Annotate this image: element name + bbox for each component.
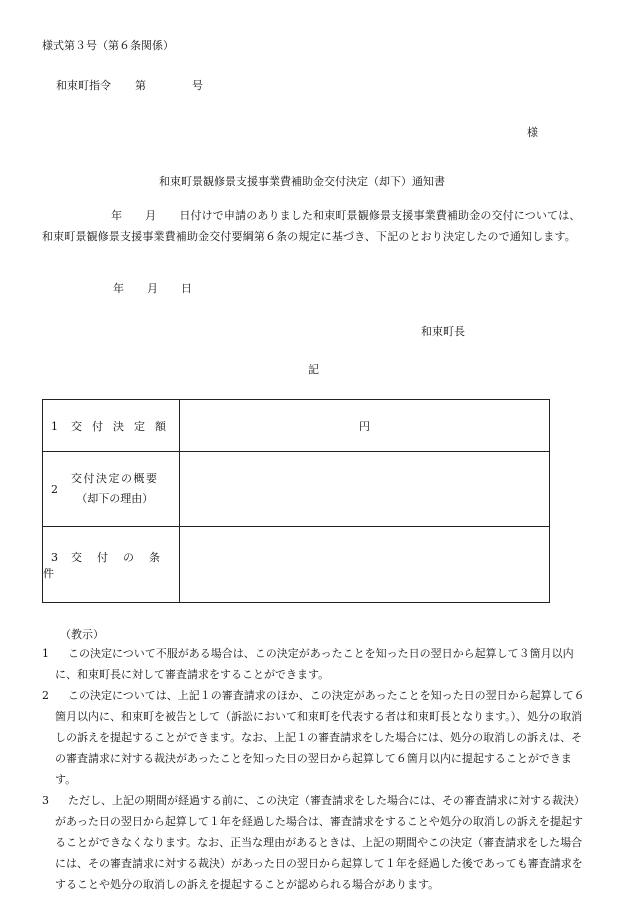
date-year: 年 (113, 282, 124, 295)
note-number: 1 (42, 647, 49, 660)
row-label: 交付決定額 (71, 419, 176, 433)
intro-year: 年 (111, 209, 123, 222)
row-label: 交付の条件 (43, 550, 175, 580)
decision-table (42, 399, 550, 603)
note-text: この決定について不服がある場合は、この決定があったことを知った日の翌日から起算して３箇月以内に、和束町長に対して審査請求をすることができます。 (55, 647, 574, 681)
intro-text: 日付けで申請のありました和束町景観修景支援事業費補助金の交付については、和束町景観修景支援事業費補助金交付要綱第６条の規定に基づき、下記のとおり決定したので通知します。 (42, 209, 581, 243)
intro-paragraph (42, 205, 590, 247)
row-value (180, 452, 550, 527)
note-text: ただし、上記の期間が経過する前に、この決定（審査請求をした場合には、その審査請求に対する裁決）があった日の翌日から起算して１年を経過した場合は、審査請求をすることや処分の取消しの訴えを提起することができなくなります。なお、正当な理由があるときは、上記の期間やこの決定（審査請求をした場合には、その審査請求に対する裁決）があった日の翌日から起算して１年を経過した後であっても審査請求をすることや処分の取消しの訴えを提起することが認められる場合があります。 (55, 794, 585, 891)
addressee-suffix: 様 (527, 126, 538, 139)
intro-month: 月 (145, 209, 157, 222)
row-number: 2 (51, 482, 58, 496)
date-line (113, 282, 192, 296)
row-number: 3 (51, 550, 58, 564)
reference-number (56, 79, 203, 93)
reference-go: 号 (192, 79, 203, 92)
row-label: 交付決定の概要 (71, 472, 159, 485)
reference-prefix: 和束町指令 (56, 79, 111, 92)
table-row (43, 452, 550, 527)
date-day: 日 (181, 282, 192, 295)
row-value (180, 527, 550, 603)
form-number: 様式第３号（第６条関係） (42, 39, 174, 52)
row-label-cell (43, 400, 180, 452)
document-title: 和束町景観修景支援事業費補助金交付決定（却下）通知書 (159, 175, 445, 188)
row-number: 1 (51, 419, 58, 433)
note-item (42, 790, 590, 895)
note-item (42, 643, 590, 685)
ki-heading: 記 (308, 363, 319, 376)
note-item (42, 685, 590, 790)
row-sublabel: （却下の理由） (76, 492, 154, 505)
row-label-cell (43, 527, 180, 603)
table-row (43, 527, 550, 603)
notes-heading: （教示） (60, 628, 104, 641)
table-row (43, 400, 550, 452)
reference-dai: 第 (135, 79, 146, 92)
row-label-cell (43, 452, 180, 527)
note-text: この決定については、上記１の審査請求のほか、この決定があったことを知った日の翌日から起算して６箇月以内に、和束町を被告として（訴訟において和束町を代表する者は和束町長となります。）、処分の取消しの訴えを提起することができます。なお、上記１の審査請求をした場合には、処分の取消しの訴えは、その審査請求に対する裁決があったことを知った日の翌日から起算して６箇月以内に提起することができます。 (55, 689, 585, 786)
row-value: 円 (180, 400, 550, 452)
issuer: 和束町長 (421, 325, 465, 338)
note-number: 3 (42, 794, 49, 807)
note-number: 2 (42, 689, 49, 702)
date-month: 月 (147, 282, 158, 295)
